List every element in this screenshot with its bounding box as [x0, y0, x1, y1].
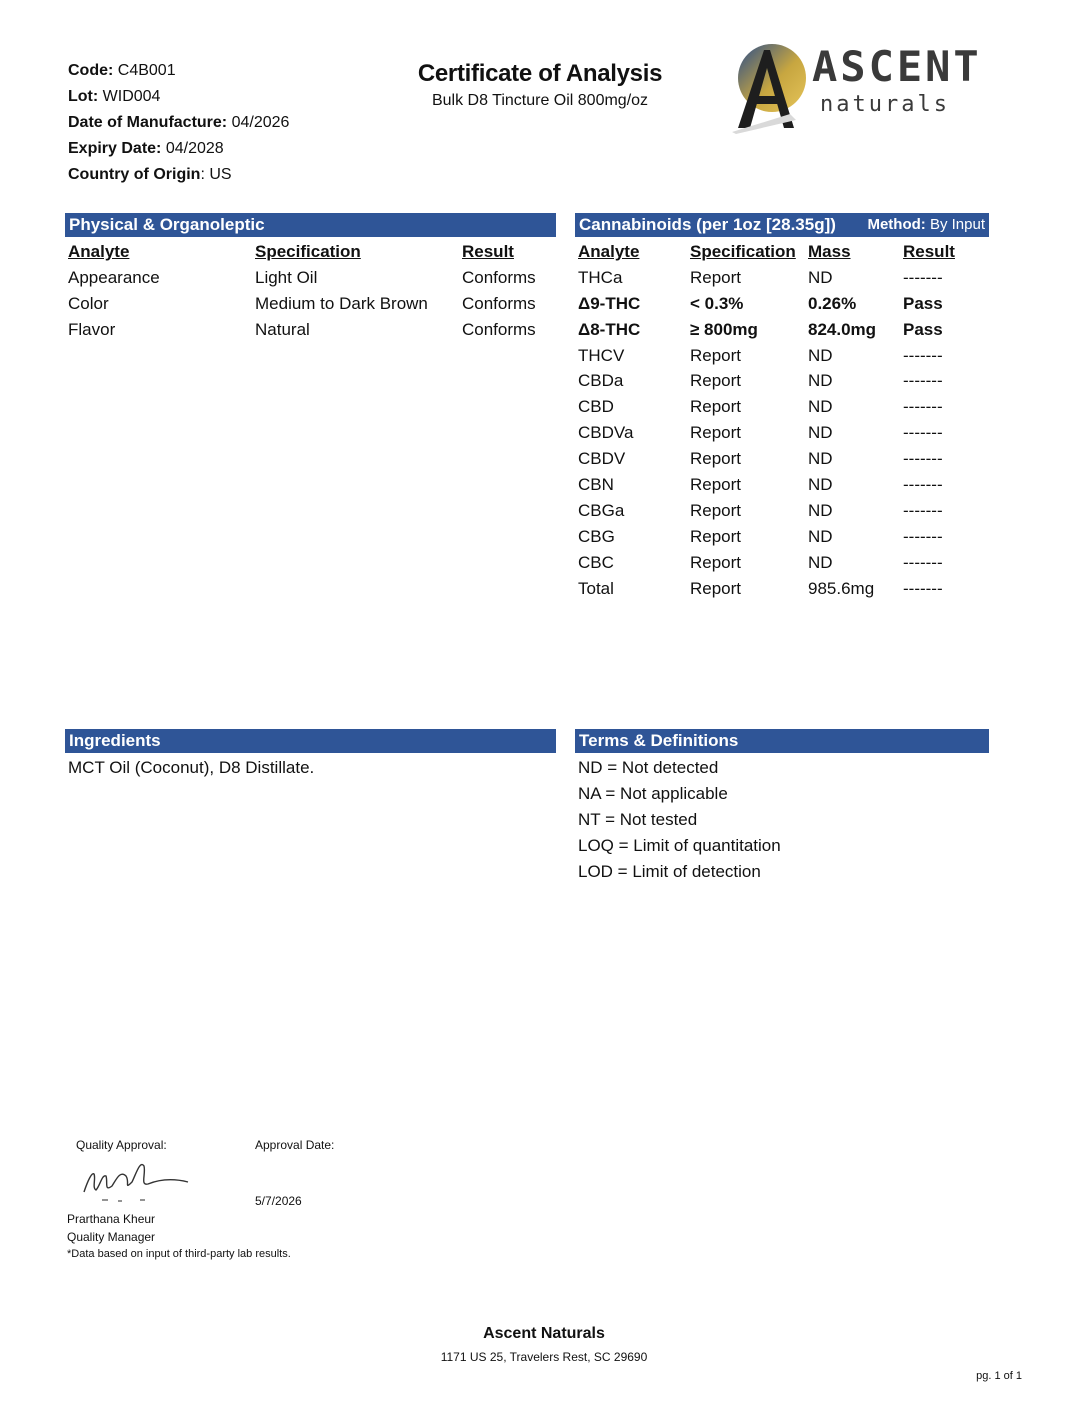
table-cell: Report [690, 500, 742, 520]
list-item: ND = Not detected [578, 758, 719, 777]
table-cell: CBDa [578, 371, 624, 391]
mountain-logo-icon [730, 42, 810, 134]
document-subtitle: Bulk D8 Tincture Oil 800mg/oz [431, 92, 649, 109]
table-cell: ND [808, 397, 833, 417]
table-cell: ------- [903, 449, 943, 469]
page-number: pg. 1 of 1 [976, 1370, 1022, 1382]
table-row [578, 576, 989, 602]
column-header-analyte: Analyte [68, 242, 130, 261]
table-cell: ND [808, 371, 833, 391]
company-logo [730, 40, 990, 135]
table-cell: ------- [903, 423, 943, 443]
table-row [578, 524, 989, 550]
meta-code: Code: C4B001 [68, 62, 176, 79]
table-row [578, 343, 989, 369]
table-cell: ------- [903, 475, 943, 495]
cannabinoids-table-header [578, 239, 989, 265]
document-title-block [380, 60, 700, 110]
table-cell: ------- [903, 267, 943, 287]
table-cell: < 0.3% [690, 293, 744, 313]
approver-role: Quality Manager [67, 1230, 156, 1244]
table-row [578, 498, 989, 524]
table-cell: Report [690, 345, 742, 365]
table-cell: Report [690, 578, 742, 598]
physical-table-header [68, 239, 556, 265]
approval-date-label: Approval Date: [255, 1138, 335, 1152]
physical-section-header: Physical & Organoleptic [65, 213, 556, 237]
ingredients-section-header: Ingredients [65, 729, 556, 753]
quality-approval-label: Quality Approval: [76, 1138, 167, 1152]
footer-address: 1171 US 25, Travelers Rest, SC 29690 [440, 1350, 648, 1364]
table-cell: Δ9-THC [578, 293, 641, 313]
table-row: Color Medium to Dark Brown Conforms [68, 293, 536, 313]
cannabinoids-table [578, 239, 989, 601]
meta-expiry-date: Expiry Date: 04/2028 [68, 140, 224, 157]
terms-section-header: Terms & Definitions [575, 729, 989, 753]
table-cell: ND [808, 526, 833, 546]
table-cell: 985.6mg [808, 578, 875, 598]
table-cell: ------- [903, 578, 943, 598]
table-row [578, 472, 989, 498]
table-cell: CBDVa [578, 423, 634, 443]
table-cell: Total [578, 578, 614, 598]
table-row [578, 368, 989, 394]
physical-table [68, 239, 556, 343]
table-cell: ------- [903, 526, 943, 546]
approval-date: 5/7/2026 [255, 1194, 302, 1208]
meta-lot: Lot: WID004 [68, 88, 161, 105]
table-cell: ------- [903, 371, 943, 391]
table-cell: ND [808, 552, 833, 572]
table-row [578, 265, 989, 291]
table-cell: CBD [578, 397, 614, 417]
meta-country: Country of Origin: US [68, 166, 232, 183]
column-header-analyte: Analyte [578, 242, 640, 261]
column-header-mass: Mass [808, 242, 851, 261]
table-cell: ND [808, 475, 833, 495]
document-title: Certificate of Analysis [417, 60, 663, 87]
table-row: Flavor Natural Conforms [68, 319, 536, 339]
method-label: Method: By Input [867, 216, 985, 233]
approver-name: Prarthana Kheur [67, 1212, 156, 1226]
table-row [578, 550, 989, 576]
table-cell: CBC [578, 552, 614, 572]
table-cell: 824.0mg [808, 319, 877, 339]
table-cell: ND [808, 423, 833, 443]
logo-word-ascent: ASCENT [812, 42, 982, 91]
table-cell: ≥ 800mg [690, 319, 758, 339]
table-cell: ------- [903, 500, 943, 520]
table-cell: CBDV [578, 449, 626, 469]
data-note: *Data based on input of third-party lab results. [67, 1248, 291, 1260]
table-row [578, 394, 989, 420]
table-cell: THCa [578, 267, 623, 287]
table-row [578, 446, 989, 472]
table-cell: Report [690, 371, 742, 391]
terms-list [578, 755, 781, 885]
table-row [578, 291, 989, 317]
footer-company: Ascent Naturals [483, 1325, 605, 1342]
table-row: Appearance Light Oil Conforms [68, 267, 536, 287]
list-item: NA = Not applicable [578, 783, 728, 803]
column-header-result: Result [903, 242, 955, 261]
table-cell: Report [690, 475, 742, 495]
table-cell: CBGa [578, 500, 625, 520]
list-item: LOQ = Limit of quantitation [578, 835, 781, 855]
table-cell: ND [808, 449, 833, 469]
table-cell: CBG [578, 526, 615, 546]
table-cell: Pass [903, 293, 943, 313]
product-meta [68, 58, 289, 188]
meta-manufacture-date: Date of Manufacture: 04/2026 [68, 114, 290, 131]
table-cell: ------- [903, 397, 943, 417]
table-cell: ------- [903, 345, 943, 365]
table-cell: ND [808, 267, 833, 287]
cannabinoids-section-header: Cannabinoids (per 1oz [28.35g]) Method: By Input [575, 213, 989, 237]
table-cell: CBN [578, 475, 614, 495]
logo-word-naturals: naturals [820, 92, 950, 117]
column-header-result: Result [462, 242, 514, 261]
ingredients-text: MCT Oil (Coconut), D8 Distillate. [68, 758, 315, 777]
table-cell: 0.26% [808, 293, 857, 313]
table-cell: ------- [903, 552, 943, 572]
table-cell: Pass [903, 319, 943, 339]
table-row [578, 420, 989, 446]
table-cell: Δ8-THC [578, 319, 641, 339]
table-cell: ND [808, 345, 833, 365]
column-header-specification: Specification [690, 242, 796, 261]
list-item: NT = Not tested [578, 809, 698, 829]
table-cell: Report [690, 552, 742, 572]
table-cell: THCV [578, 345, 625, 365]
signature-icon [78, 1152, 193, 1207]
column-header-specification: Specification [255, 242, 361, 261]
table-cell: Report [690, 267, 742, 287]
table-cell: Report [690, 526, 742, 546]
table-cell: Report [690, 449, 742, 469]
table-row [578, 317, 989, 343]
table-cell: Report [690, 423, 742, 443]
table-cell: ND [808, 500, 833, 520]
table-cell: Report [690, 397, 742, 417]
cannabinoids-rows [578, 265, 989, 602]
list-item: LOD = Limit of detection [578, 861, 761, 881]
